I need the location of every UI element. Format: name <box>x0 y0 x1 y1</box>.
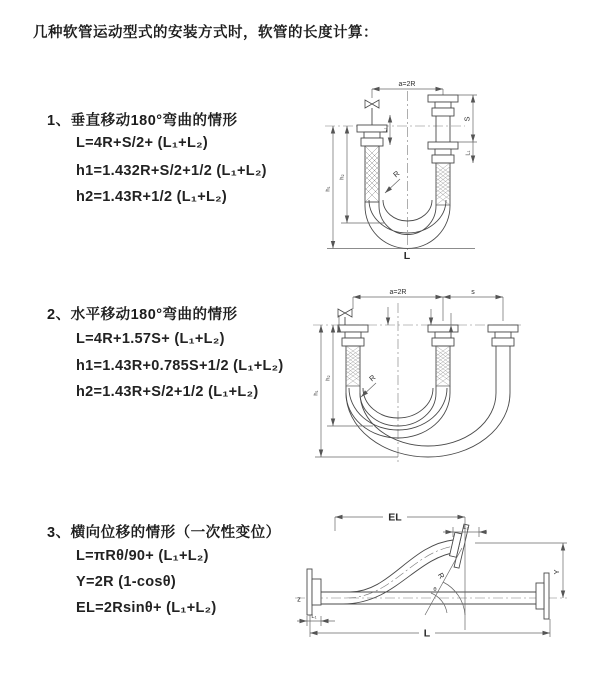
length-label: L <box>403 250 411 262</box>
dim-label-fit1: L₁ <box>311 614 317 620</box>
radius-leader <box>425 548 462 615</box>
section-1-heading: 1、垂直移动180°弯曲的情形 <box>47 113 238 129</box>
dim-label-fitting-left: L₁ <box>382 127 389 133</box>
section-1-formula-L: L=4R+S/2+ (L₁+L₂) <box>76 135 208 151</box>
section-3-heading: 3、横向位移的情形（一次性变位） <box>47 525 281 541</box>
dimension-el <box>335 512 465 532</box>
flange-right-lower <box>428 142 458 163</box>
dimension-span <box>353 289 503 321</box>
dimension-fitting-left <box>383 115 393 145</box>
section-2-formula-h2: h2=1.43R+S/2+1/2 (L₁+L₂) <box>76 384 259 400</box>
radius-label: R <box>391 168 402 180</box>
radius-label: R <box>367 372 378 384</box>
hose-u-bend-displaced <box>346 393 510 457</box>
valve-icon <box>338 309 352 325</box>
hose-left-walls <box>365 202 379 206</box>
section-2-heading: 2、水平移动180°弯曲的情形 <box>47 307 238 323</box>
section-3-formula-Y: Y=2R (1-cosθ) <box>76 574 176 590</box>
dim-label-span: a=2R <box>398 81 416 88</box>
braided-hose-right <box>436 163 450 205</box>
hose-s-curve <box>343 540 457 604</box>
dimension-y <box>475 543 567 598</box>
dim-label-span: a=2R <box>389 289 407 296</box>
dim-label-fit2: L₂ <box>463 525 469 531</box>
flange-middle <box>428 325 458 346</box>
dimension-fitting-right <box>466 142 476 163</box>
dim-label-offset: S <box>462 116 472 122</box>
braided-hose-left <box>365 146 379 202</box>
dim-label-fitting-right: L₁ <box>465 150 472 156</box>
radius-label: R <box>435 571 447 581</box>
section-3-formula-L: L=πRθ/90+ (L₁+L₂) <box>76 548 209 564</box>
section-3-formula-EL: EL=2Rsinθ+ (L₁+L₂) <box>76 600 217 616</box>
flange-right <box>488 325 518 346</box>
section-2-formula-h1: h1=1.43R+0.785S+1/2 (L₁+L₂) <box>76 358 284 374</box>
diagram-horizontal-180-bend <box>303 283 565 470</box>
dim-label-y: Y <box>552 569 561 575</box>
diagram-vertical-180-bend <box>305 73 545 263</box>
section-1-formula-h1: h1=1.432R+S/2+1/2 (L₁+L₂) <box>76 163 267 179</box>
flange-left <box>307 569 321 615</box>
braided-hose-left <box>346 346 360 386</box>
braided-hose-middle <box>436 346 450 386</box>
dimension-offset-s <box>458 95 477 142</box>
dim-label-el: EL <box>388 511 402 524</box>
diagram-lateral-displacement <box>295 503 585 648</box>
page-title: 几种软管运动型式的安装方式时，软管的长度计算： <box>33 25 378 41</box>
radius-leader <box>383 169 401 195</box>
dim-label-length: L <box>423 627 431 640</box>
radius-leader <box>359 373 377 399</box>
break-mark: z <box>297 594 301 604</box>
flange-left <box>338 325 368 346</box>
valve-icon <box>365 100 379 125</box>
theta-label: θ <box>433 587 437 593</box>
section-1-formula-h2: h2=1.43R+1/2 (L₁+L₂) <box>76 189 228 205</box>
pipe-walls <box>346 346 510 393</box>
dimension-fit1 <box>297 614 335 626</box>
pipe-right-upper <box>436 116 450 142</box>
flange-right-top <box>428 95 458 116</box>
dim-label-h2: h₂ <box>325 375 332 381</box>
section-2-formula-L: L=4R+1.57S+ (L₁+L₂) <box>76 331 225 347</box>
dim-label-h2: h₂ <box>339 174 346 180</box>
angle-theta <box>431 582 465 615</box>
dim-label-h1: h₁ <box>313 390 320 396</box>
flange-right <box>536 573 549 619</box>
dimension-length <box>310 615 550 640</box>
dim-label-offset: s <box>471 289 475 296</box>
dim-label-h1: h₁ <box>325 186 332 192</box>
